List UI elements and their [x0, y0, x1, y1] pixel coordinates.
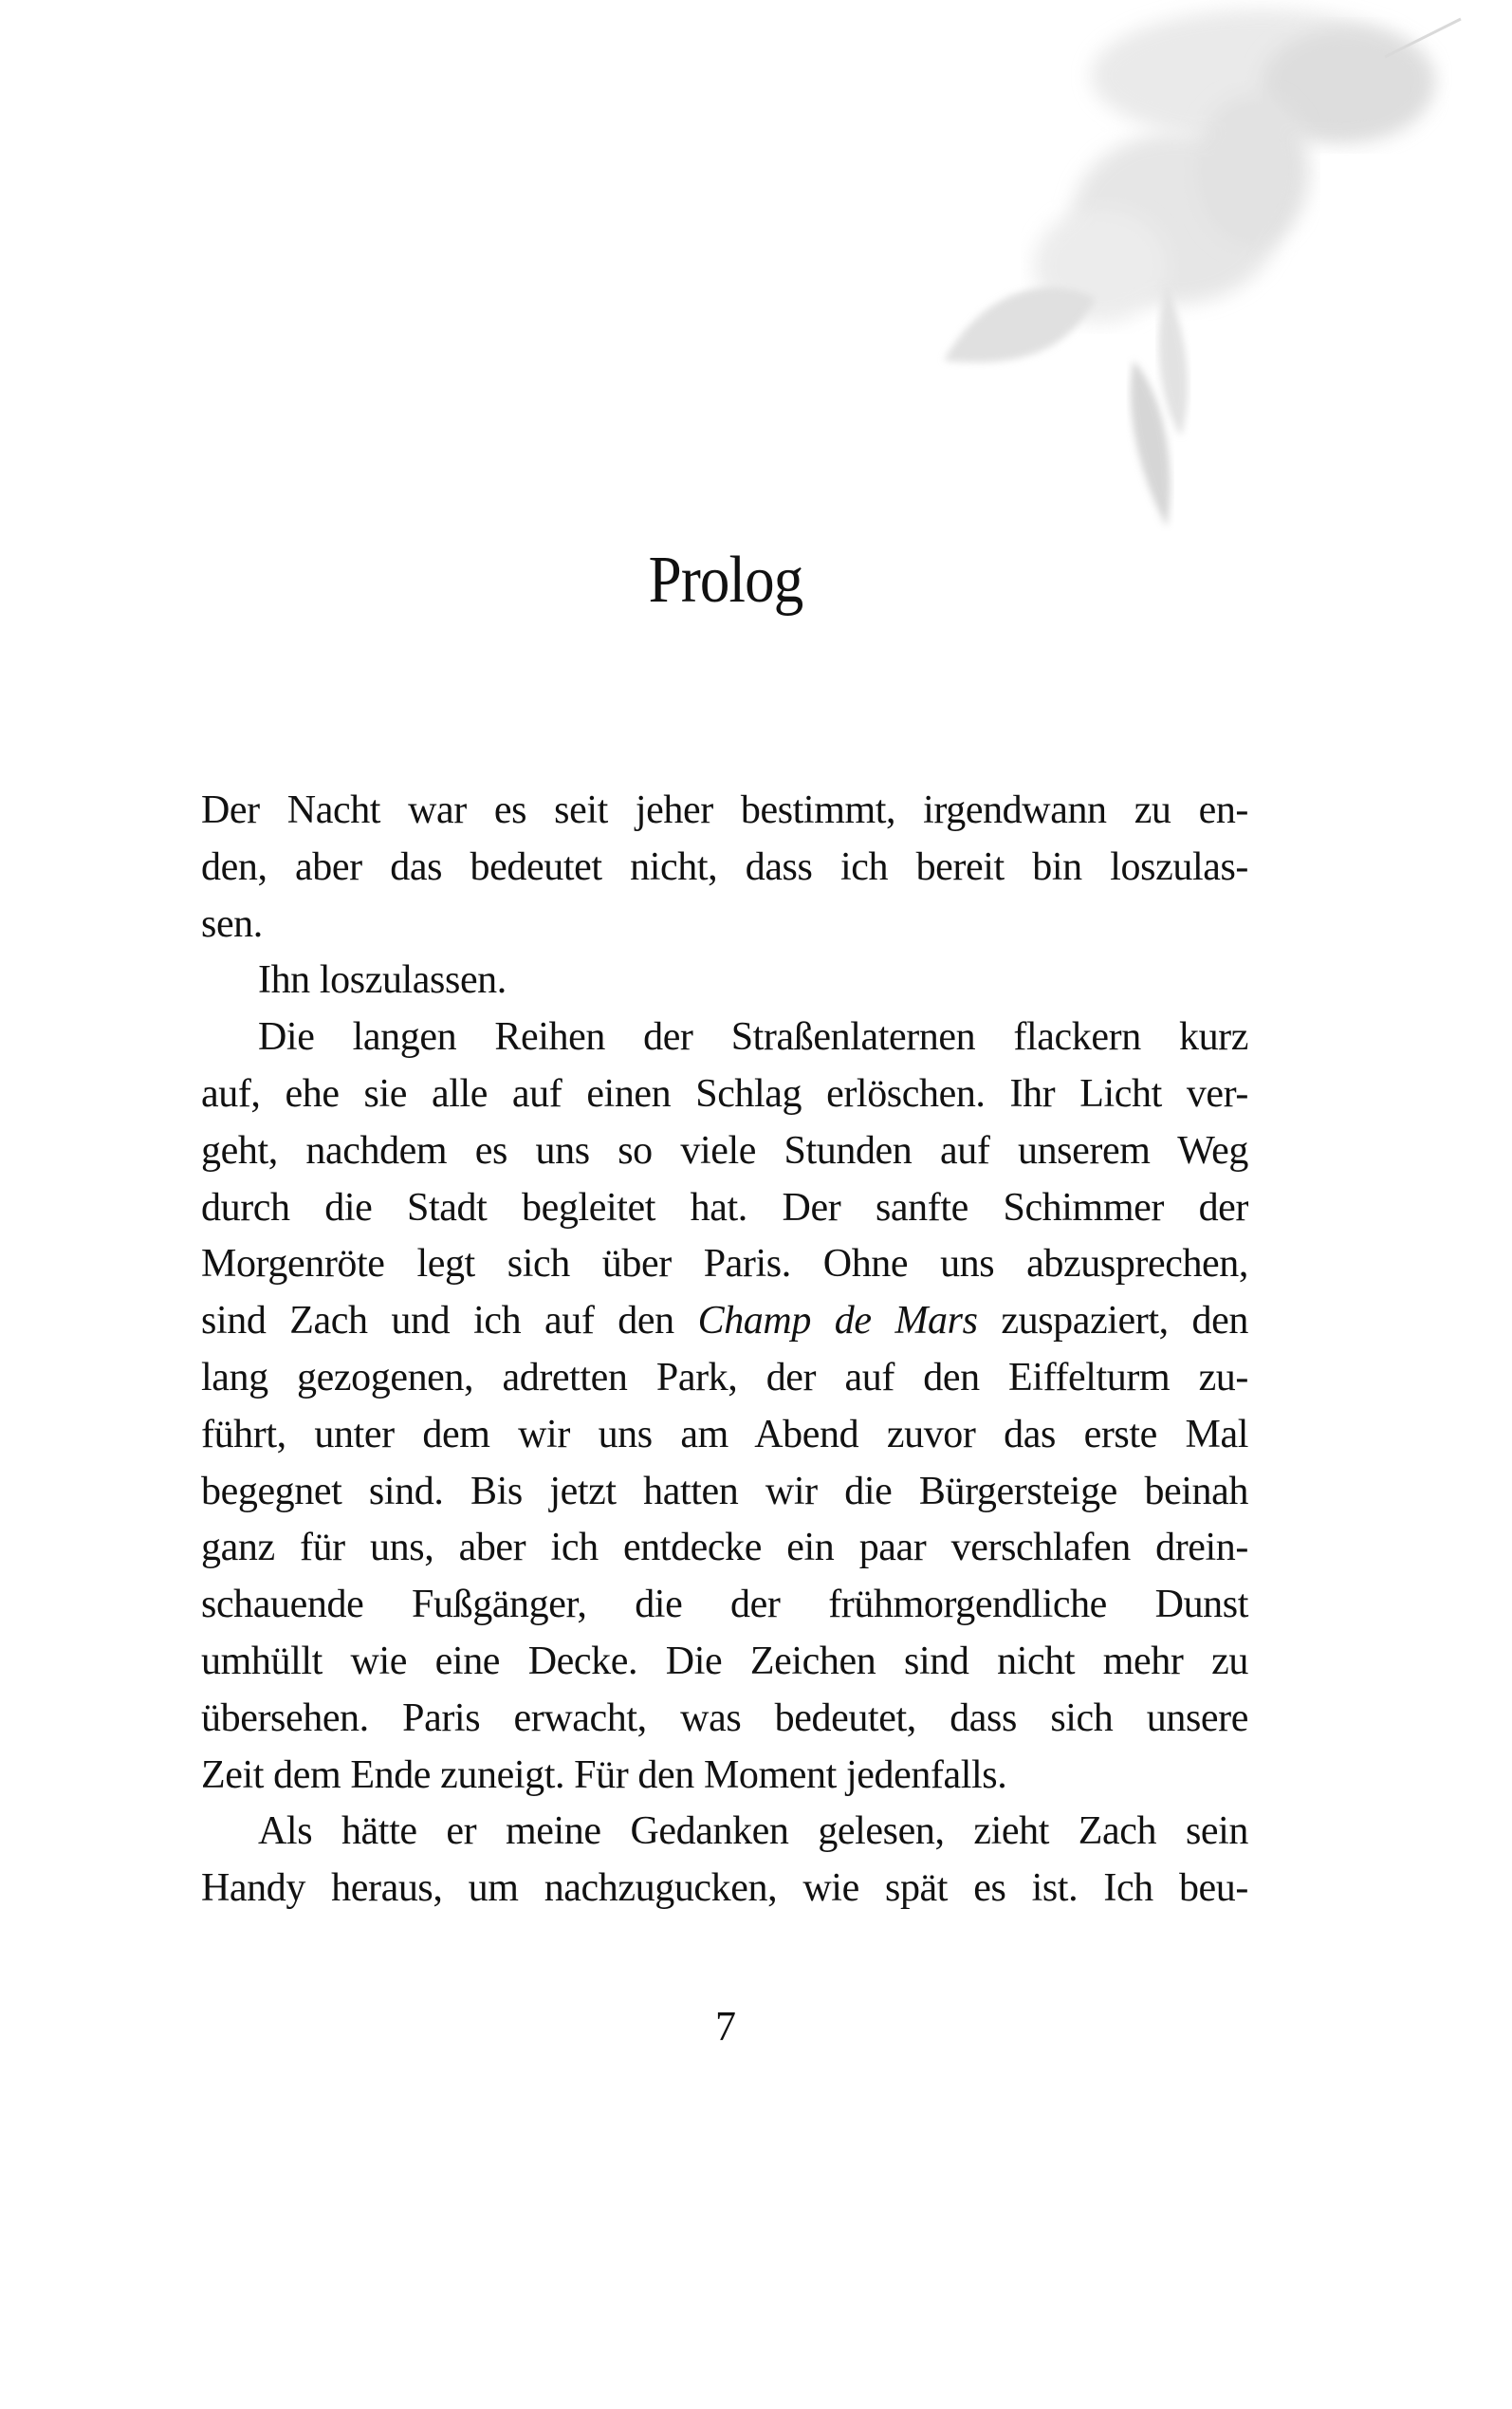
text-line: Die langen Reihen der Straßenlaternen flackern kurz [258, 1015, 1248, 1060]
text-segment: sind Zach und ich auf den [201, 1299, 698, 1343]
text-line: geht, nachdem es uns so viele Stunden auf unserem Weg [201, 1128, 1248, 1173]
text-segment: zuspaziert, den [977, 1299, 1248, 1343]
text-line: Ihn loszulassen. [258, 958, 507, 1003]
text-line: führt, unter dem wir uns am Abend zuvor das erste Mal [201, 1412, 1248, 1456]
text-line: übersehen. Paris erwacht, was bedeutet, dass sich unsere [201, 1696, 1248, 1740]
text-line: Handy heraus, um nachzugucken, wie spät es ist. Ich beu- [201, 1866, 1248, 1911]
text-line: den, aber das bedeutet nicht, dass ich bereit bin loszulas- [201, 844, 1248, 889]
chapter-title: Prolog [648, 544, 803, 617]
text-line: auf, ehe sie alle auf einen Schlag erlöschen. Ihr Licht ver- [201, 1071, 1248, 1116]
italic-place-name: Champ de Mars [697, 1299, 978, 1343]
page-number: 7 [715, 2003, 736, 2049]
watercolor-flower-illustration [854, 0, 1470, 531]
text-line: sen. [201, 901, 263, 946]
text-line: umhüllt wie eine Decke. Die Zeichen sind nicht mehr zu [201, 1639, 1248, 1683]
text-line: lang gezogenen, adretten Park, der auf den Eiffelturm zu- [201, 1355, 1248, 1399]
text-line: Morgenröte legt sich über Paris. Ohne uns abzusprechen, [201, 1242, 1248, 1287]
text-line [201, 1293, 1248, 1350]
text-line: ganz für uns, aber ich entdecke ein paar verschlafen drein- [201, 1526, 1248, 1570]
text-line: begegnet sind. Bis jetzt hatten wir die Bürgersteige beinah [201, 1469, 1248, 1513]
chapter-body-text [201, 783, 1248, 1918]
text-line: Zeit dem Ende zuneigt. Für den Moment jedenfalls. [201, 1752, 1007, 1797]
text-line: durch die Stadt begleitet hat. Der sanfte Schimmer der [201, 1185, 1248, 1230]
text-line: Als hätte er meine Gedanken gelesen, zieht Zach sein [258, 1809, 1248, 1854]
text-line: Der Nacht war es seit jeher bestimmt, irgendwann zu en- [201, 788, 1248, 832]
text-line: schauende Fußgänger, die der frühmorgendliche Dunst [201, 1583, 1248, 1627]
